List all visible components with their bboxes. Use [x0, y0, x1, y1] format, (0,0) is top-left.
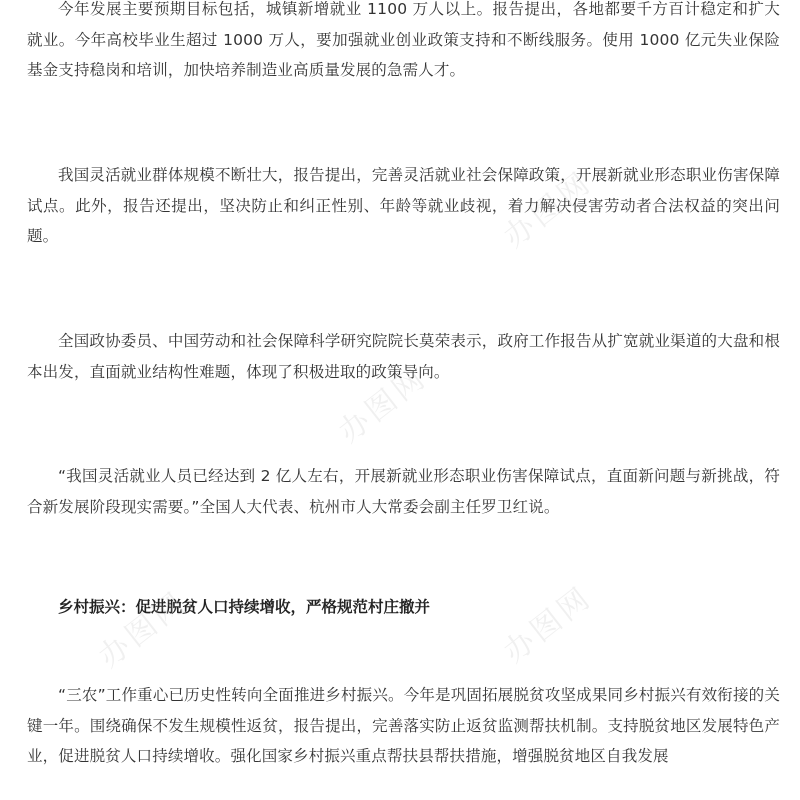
- article-paragraph-expert-comment: 全国政协委员、中国劳动和社会保障科学研究院院长莫荣表示，政府工作报告从扩宽就业渠道的大盘和根本出发，直面就业结构性难题，体现了积极进取的政策导向。: [27, 332, 780, 381]
- article-paragraph-employment-targets: 今年发展主要预期目标包括，城镇新增就业 1100 万人以上。报告提出，各地都要千方百计稳定和扩大就业。今年高校毕业生超过 1000 万人，要加强就业创业政策支持和不断线服务。使用 1000 亿元失业保险基金支持稳岗和培训，加快培养制造业高质量发展的急需人才。: [27, 0, 780, 79]
- article-paragraph-flexible-employment: 我国灵活就业群体规模不断壮大，报告提出，完善灵活就业社会保障政策，开展新就业形态职业伤害保障试点。此外，报告还提出，坚决防止和纠正性别、年龄等就业歧视，着力解决侵害劳动者合法权益的突出问题。: [27, 166, 780, 245]
- watermark-text: 办图网: [332, 359, 435, 450]
- watermark-text: 办图网: [92, 584, 195, 675]
- article-paragraph-delegate-quote: “我国灵活就业人员已经达到 2 亿人左右，开展新就业形态职业伤害保障试点，直面新问题与新挑战，符合新发展阶段现实需要。”全国人大代表、杭州市人大常委会副主任罗卫红说。: [27, 467, 780, 516]
- section-heading-rural-revitalization: 乡村振兴：促进脱贫人口持续增收，严格规范村庄撤并: [58, 598, 431, 616]
- watermark-text: 办图网: [497, 164, 600, 255]
- article-paragraph-rural-revitalization: “三农”工作重心已历史性转向全面推进乡村振兴。今年是巩固拓展脱贫攻坚成果同乡村振兴有效衔接的关键一年。围绕确保不发生规模性返贫，报告提出，完善落实防止返贫监测帮扶机制。支持脱贫地区发展特色产业，促进脱贫人口持续增收。强化国家乡村振兴重点帮扶县帮扶措施，增强脱贫地区自我发展: [27, 686, 780, 765]
- watermark-text: 办图网: [497, 579, 600, 670]
